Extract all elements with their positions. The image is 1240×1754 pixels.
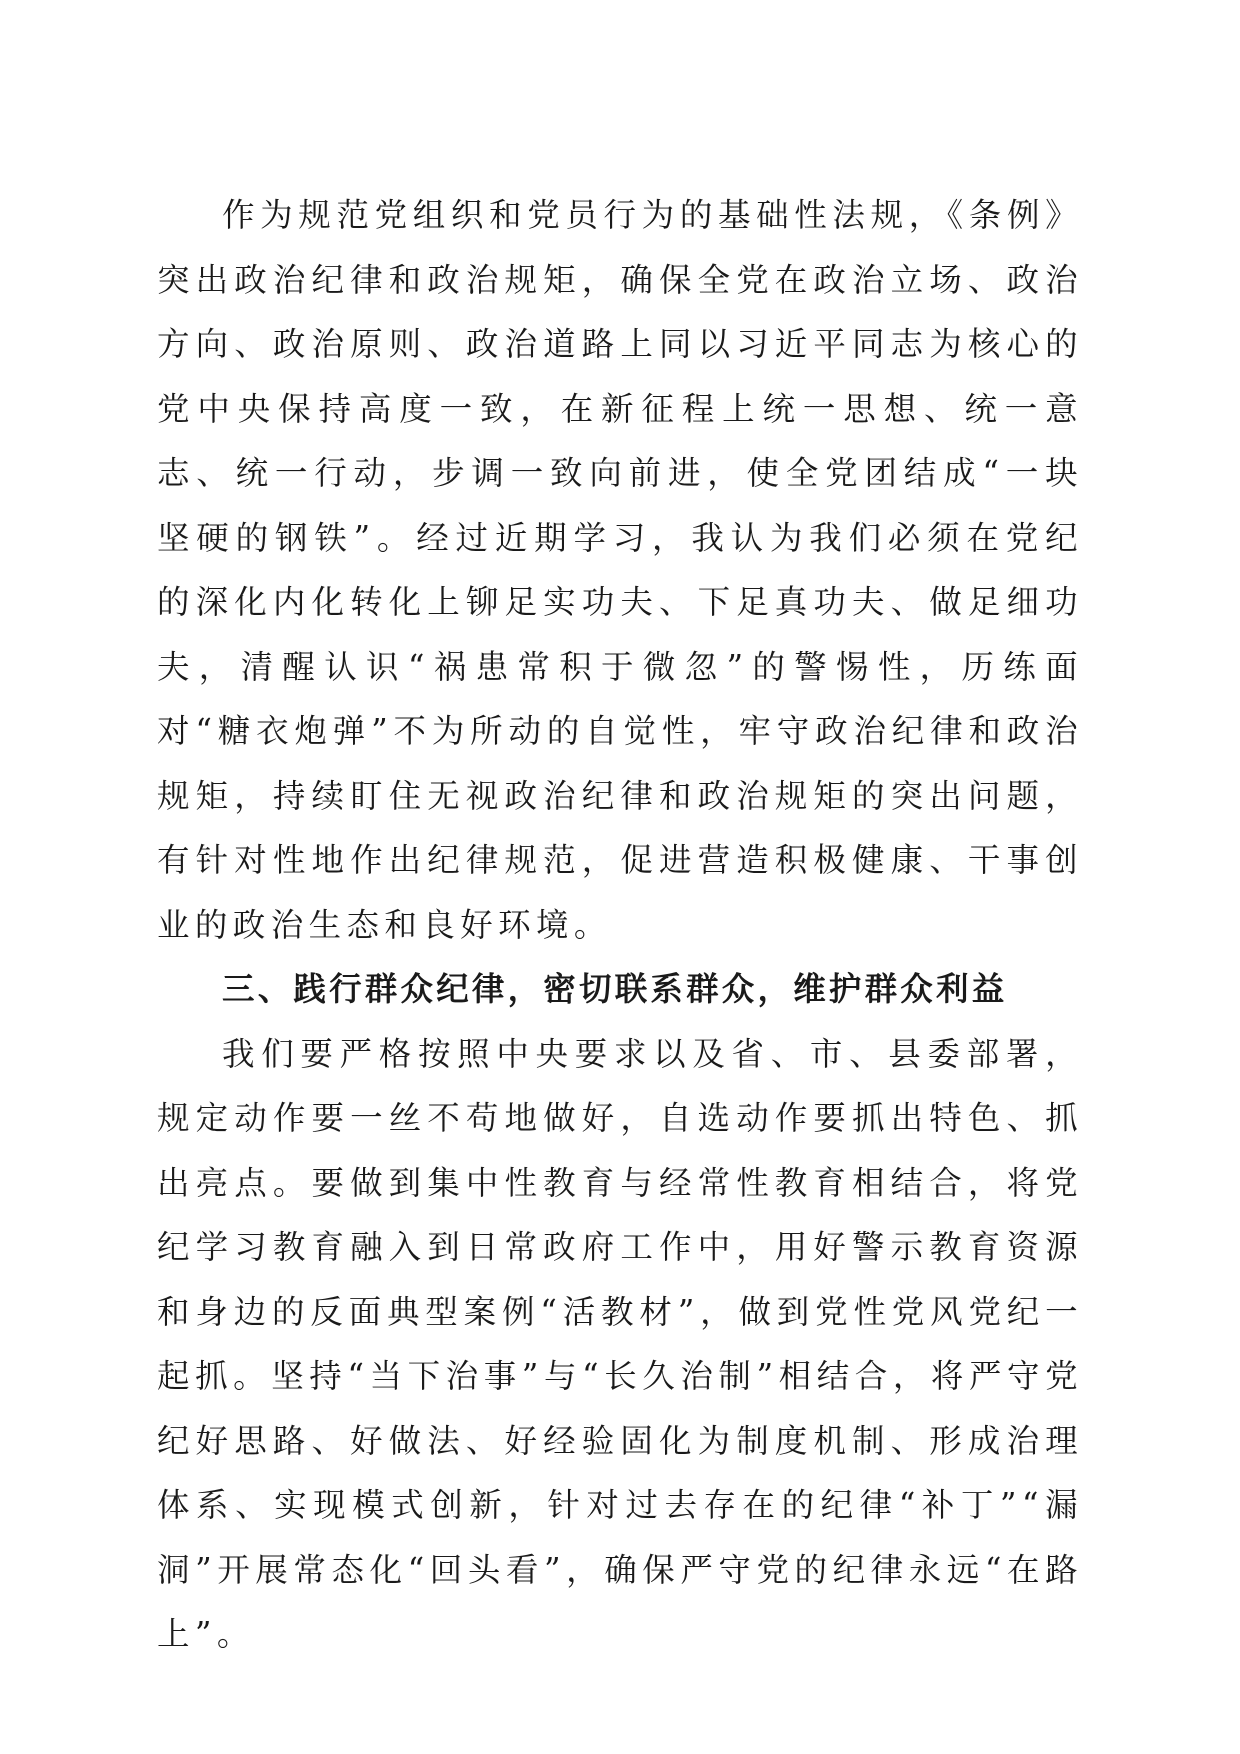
document-body [157, 183, 1083, 1667]
section-heading-mass-discipline: 三、践行群众纪律，密切联系群众，维护群众利益 [222, 970, 1008, 1008]
body-paragraph-political-discipline: 作为规范党组织和党员行为的基础性法规，《条例》突出政治纪律和政治规矩，确保全党在政治立场、政治方向、政治原则、政治道路上同以习近平同志为核心的党中央保持高度一致，在新征程上统一思想、统一意志、统一行动，步调一致向前进，使全党团结成“一块坚硬的钢铁”。经过近期学习，我认为我们必须在党纪的深化内化转化上铆足实功夫、下足真功夫、做足细功夫，清醒认识“祸患常积于微忽”的警惕性，历练面对“糖衣炮弹”不为所动的自觉性，牢守政治纪律和政治规矩，持续盯住无视政治纪律和政治规矩的突出问题，有针对性地作出纪律规范，促进营造积极健康、干事创业的政治生态和良好环境。 [157, 196, 1083, 944]
body-paragraph-mass-discipline: 我们要严格按照中央要求以及省、市、县委部署，规定动作要一丝不苟地做好，自选动作要抓出特色、抓出亮点。要做到集中性教育与经常性教育相结合，将党纪学习教育融入到日常政府工作中，用好警示教育资源和身边的反面典型案例“活教材”，做到党性党风党纪一起抓。坚持“当下治事”与“长久治制”相结合，将严守党纪好思路、好做法、好经验固化为制度机制、形成治理体系、实现模式创新，针对过去存在的纪律“补丁”“漏洞”开展常态化“回头看”，确保严守党的纪律永远“在路上”。 [157, 1034, 1083, 1653]
